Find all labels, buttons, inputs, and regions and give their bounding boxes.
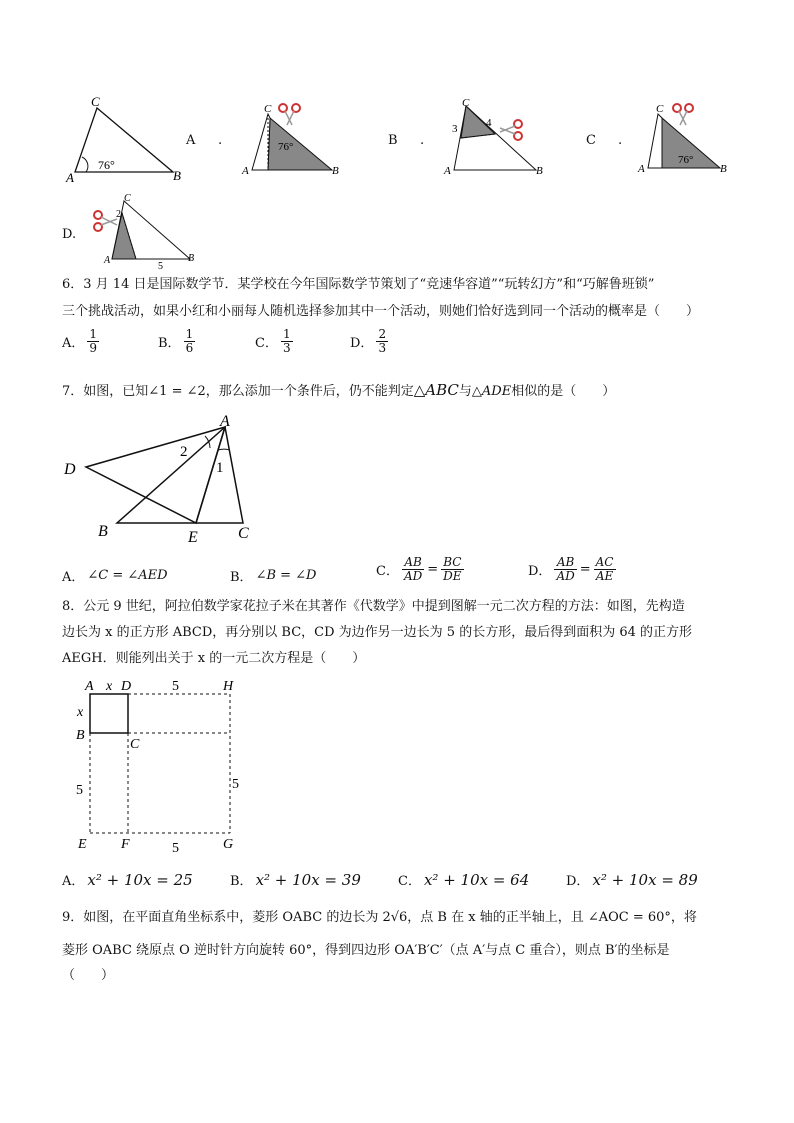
q5-option-a-figure — [240, 100, 350, 180]
svg-text:G: G — [223, 837, 234, 852]
svg-text:2: 2 — [116, 209, 121, 220]
q6-stem-line2: 三个挑战活动，如果小红和小丽每人随机选择参加其中一个活动，则她们恰好选到同一个活动的概率是（ ） — [62, 304, 700, 319]
q6-option-d[interactable]: D． $\frac{2}{3}$ — [350, 327, 387, 355]
svg-text:A: A — [242, 165, 249, 177]
q7-label-B: B — [98, 523, 108, 540]
q7-option-d[interactable]: D． $\frac{AB}{AD}$ = $\frac{AC}{AE}$ — [528, 555, 614, 583]
q8-figure — [72, 676, 252, 856]
q7-figure — [60, 410, 270, 550]
svg-text:76°: 76° — [678, 154, 694, 166]
svg-text:B: B — [76, 728, 85, 743]
q9-stem-line1: 9．如图，在平面直角坐标系中，菱形 OABC 的边长为 2√6，点 B 在 x 轴的正半轴上，且 ∠AOC = 60°，将 — [62, 910, 697, 925]
q7-label-2: 2 — [180, 444, 188, 460]
svg-text:B: B — [188, 253, 195, 264]
svg-text:B: B — [720, 163, 727, 175]
svg-text:5: 5 — [172, 679, 179, 694]
svg-text:B: B — [332, 165, 339, 177]
svg-text:B: B — [536, 165, 543, 177]
svg-text:A: A — [638, 163, 645, 175]
svg-text:C: C — [130, 737, 140, 752]
q8-option-a[interactable]: A． x² + 10x = 25 — [62, 870, 193, 889]
q5-orig-C: C — [91, 94, 100, 109]
q7-option-c[interactable]: C． $\frac{AB}{AD}$ = $\frac{BC}{DE}$ — [376, 555, 462, 583]
q6-option-a[interactable]: A． $\frac{1}{9}$ — [62, 327, 98, 355]
q5-option-b-figure — [440, 97, 550, 180]
q8-stem-line2: 边长为 x 的正方形 ABCD，再分别以 BC，CD 为边作另一边长为 5 的长方形，最后得到面积为 64 的正方形 — [62, 625, 692, 640]
q5-option-b-label: B — [388, 133, 398, 148]
svg-text:C: C — [124, 193, 131, 204]
q7-stem: 7．如图，已知∠1 = ∠2，那么添加一个条件后，仍不能判定△ABC与△ADE相似的是（ ） — [62, 381, 616, 399]
q7-option-b[interactable]: B． ∠B = ∠D — [230, 568, 317, 585]
q5-option-d-label: D. — [62, 227, 77, 242]
svg-text:A: A — [104, 255, 111, 266]
svg-text:3: 3 — [452, 123, 458, 135]
scissors-icon — [673, 104, 693, 125]
q6-option-c[interactable]: C． $\frac{1}{3}$ — [255, 327, 291, 355]
q5-option-a-label: A — [186, 133, 196, 148]
svg-text:x: x — [106, 679, 113, 694]
svg-text:C: C — [462, 97, 470, 109]
q7-label-D: D — [64, 461, 76, 478]
q8-option-c[interactable]: C． x² + 10x = 64 — [398, 870, 530, 889]
q5-original-triangle — [60, 95, 190, 190]
q5-orig-B: B — [173, 168, 181, 183]
svg-text:5: 5 — [158, 261, 163, 272]
svg-text:A: A — [85, 679, 94, 694]
svg-text:76°: 76° — [278, 141, 294, 153]
q9-stem-line2: 菱形 OABC 绕原点 O 逆时针方向旋转 60°，得到四边形 OA′B′C′（点 A′与点 C 重合），则点 B′的坐标是 — [62, 943, 670, 958]
svg-text:5: 5 — [172, 841, 179, 856]
q5-option-d-figure — [86, 193, 196, 272]
q5-option-c-label: C — [586, 133, 596, 148]
q9-stem-line3: （ ） — [62, 968, 115, 983]
q7-label-C: C — [238, 525, 249, 542]
q5-orig-angle: 76° — [98, 158, 115, 172]
q7-label-A: A — [220, 413, 230, 430]
q7-option-a[interactable]: A． ∠C = ∠AED — [62, 568, 168, 585]
svg-text:D: D — [121, 679, 132, 694]
svg-text:A: A — [444, 165, 451, 177]
q5-option-c-dot: . — [618, 133, 623, 148]
svg-text:C: C — [656, 103, 664, 115]
svg-text:5: 5 — [232, 777, 239, 792]
q8-stem-line1: 8．公元 9 世纪，阿拉伯数学家花拉子米在其著作《代数学》中提到图解一元二次方程的方法：如图，先构造 — [62, 599, 685, 614]
q8-option-b[interactable]: B． x² + 10x = 39 — [230, 870, 361, 889]
q7-label-E: E — [188, 529, 198, 546]
scissors-icon — [94, 211, 117, 231]
svg-text:H: H — [223, 679, 234, 694]
q5-option-b-dot: . — [420, 133, 425, 148]
svg-text:4: 4 — [486, 117, 492, 129]
q8-option-d[interactable]: D． x² + 10x = 89 — [566, 870, 698, 889]
scissors-icon — [500, 120, 522, 140]
q5-option-c-figure — [636, 100, 746, 180]
scissors-icon — [279, 104, 300, 125]
q8-stem-line3: AEGH．则能列出关于 x 的一元二次方程是（ ） — [62, 651, 366, 666]
q5-option-a-dot: . — [218, 133, 223, 148]
svg-text:F: F — [121, 837, 130, 852]
svg-text:5: 5 — [76, 783, 83, 798]
q5-orig-A: A — [66, 170, 74, 185]
q6-stem-line1: 6．3 月 14 日是国际数学节．某学校在今年国际数学节策划了“竞速华容道”“玩转幻方”和“巧解鲁班锁” — [62, 277, 655, 292]
svg-text:E: E — [78, 837, 87, 852]
svg-text:C: C — [264, 103, 272, 115]
q6-option-b[interactable]: B． $\frac{1}{6}$ — [158, 327, 194, 355]
q7-label-1: 1 — [216, 460, 224, 476]
svg-text:x: x — [77, 705, 84, 720]
